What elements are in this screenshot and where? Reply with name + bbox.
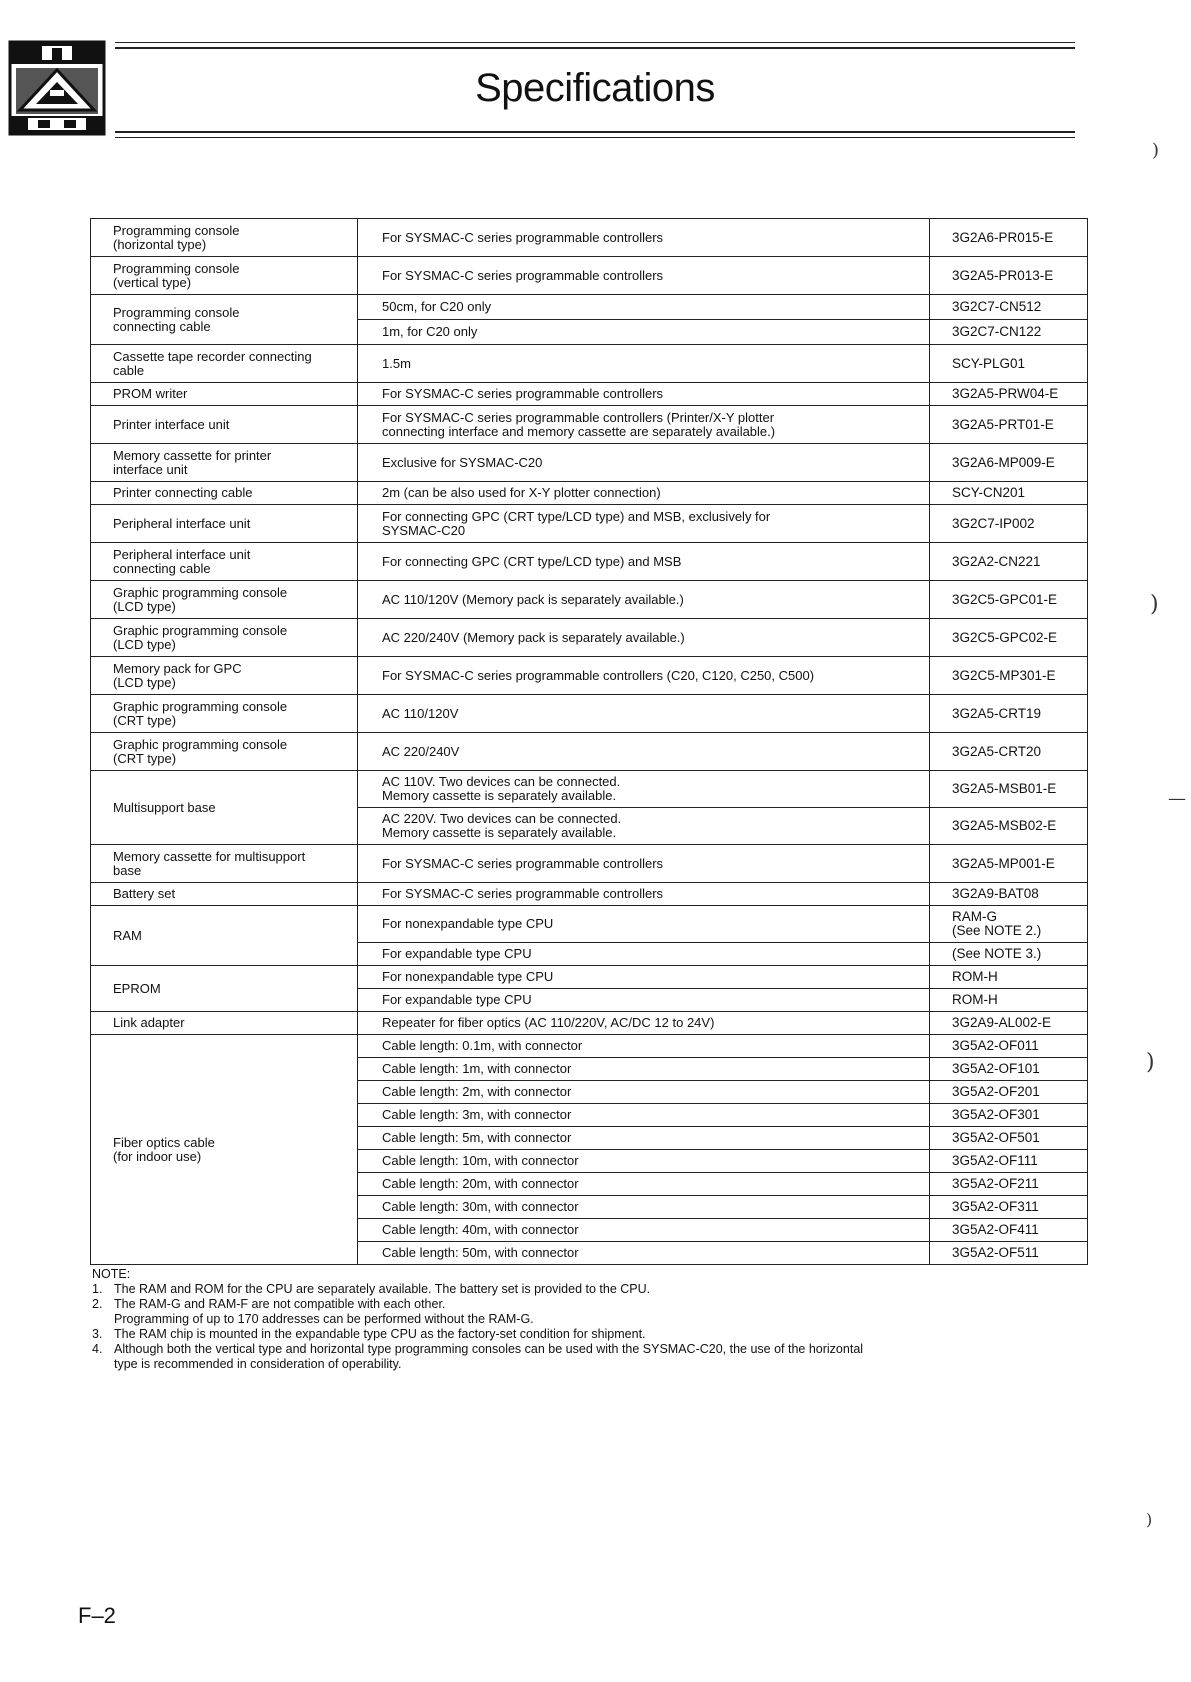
item-cell: Cassette tape recorder connecting cable bbox=[91, 345, 358, 383]
model-cell: 3G2C7-CN512 bbox=[930, 295, 1088, 320]
description-cell: For SYSMAC-C series programmable controllers bbox=[358, 383, 930, 406]
table-row bbox=[91, 966, 1088, 989]
item-cell: Printer interface unit bbox=[91, 406, 358, 444]
item-cell: Battery set bbox=[91, 883, 358, 906]
header-rule-top-2 bbox=[115, 47, 1075, 49]
model-cell: SCY-PLG01 bbox=[930, 345, 1088, 383]
item-cell: Graphic programming console (LCD type) bbox=[91, 619, 358, 657]
model-cell: 3G5A2-OF101 bbox=[930, 1058, 1088, 1081]
item-cell: Memory pack for GPC (LCD type) bbox=[91, 657, 358, 695]
table-row bbox=[91, 383, 1088, 406]
description-cell: For SYSMAC-C series programmable controllers (C20, C120, C250, C500) bbox=[358, 657, 930, 695]
note-number: 4. bbox=[92, 1342, 103, 1356]
description-cell: Cable length: 0.1m, with connector bbox=[358, 1035, 930, 1058]
note-text: The RAM chip is mounted in the expandable type CPU as the factory-set condition for shipment. bbox=[114, 1327, 646, 1341]
note-item bbox=[92, 1342, 1082, 1372]
description-cell: Cable length: 30m, with connector bbox=[358, 1196, 930, 1219]
description-cell: For SYSMAC-C series programmable controllers bbox=[358, 845, 930, 883]
model-cell: 3G2A9-BAT08 bbox=[930, 883, 1088, 906]
table-row bbox=[91, 581, 1088, 619]
item-cell: Link adapter bbox=[91, 1012, 358, 1035]
description-cell: Cable length: 50m, with connector bbox=[358, 1242, 930, 1265]
specifications-table-body bbox=[91, 219, 1088, 1265]
model-cell: 3G5A2-OF411 bbox=[930, 1219, 1088, 1242]
note-item bbox=[92, 1327, 1082, 1342]
description-cell: 1.5m bbox=[358, 345, 930, 383]
table-row bbox=[91, 883, 1088, 906]
description-cell: For connecting GPC (CRT type/LCD type) and MSB, exclusively for SYSMAC-C20 bbox=[358, 505, 930, 543]
model-cell: 3G2A5-MSB02-E bbox=[930, 808, 1088, 845]
item-cell: Multisupport base bbox=[91, 771, 358, 845]
table-row bbox=[91, 482, 1088, 505]
table-row bbox=[91, 733, 1088, 771]
item-cell: Programming console connecting cable bbox=[91, 295, 358, 345]
description-cell: For nonexpandable type CPU bbox=[358, 966, 930, 989]
table-row bbox=[91, 906, 1088, 943]
description-cell: Cable length: 40m, with connector bbox=[358, 1219, 930, 1242]
model-cell: 3G2A6-PR015-E bbox=[930, 219, 1088, 257]
header-rule-bottom-2 bbox=[115, 137, 1075, 138]
model-cell: 3G2C5-MP301-E bbox=[930, 657, 1088, 695]
page-title: Specifications bbox=[475, 66, 715, 110]
model-cell: ROM-H bbox=[930, 966, 1088, 989]
table-row bbox=[91, 257, 1088, 295]
model-cell: 3G5A2-OF301 bbox=[930, 1104, 1088, 1127]
model-cell: 3G5A2-OF201 bbox=[930, 1081, 1088, 1104]
margin-mark: ) bbox=[1152, 140, 1160, 161]
description-cell: 2m (can be also used for X-Y plotter connection) bbox=[358, 482, 930, 505]
margin-mark: ) bbox=[1146, 1510, 1153, 1529]
description-cell: 1m, for C20 only bbox=[358, 320, 930, 345]
model-cell: 3G5A2-OF211 bbox=[930, 1173, 1088, 1196]
model-cell: 3G5A2-OF511 bbox=[930, 1242, 1088, 1265]
model-cell: SCY-CN201 bbox=[930, 482, 1088, 505]
table-row bbox=[91, 695, 1088, 733]
table-row bbox=[91, 1035, 1088, 1058]
model-cell: 3G2A9-AL002-E bbox=[930, 1012, 1088, 1035]
description-cell: 50cm, for C20 only bbox=[358, 295, 930, 320]
description-cell: Cable length: 10m, with connector bbox=[358, 1150, 930, 1173]
notes-list bbox=[92, 1282, 1082, 1372]
item-cell: Programming console (horizontal type) bbox=[91, 219, 358, 257]
model-cell: 3G2A5-CRT20 bbox=[930, 733, 1088, 771]
description-cell: For connecting GPC (CRT type/LCD type) and MSB bbox=[358, 543, 930, 581]
description-cell: Cable length: 5m, with connector bbox=[358, 1127, 930, 1150]
model-cell: 3G2C5-GPC01-E bbox=[930, 581, 1088, 619]
description-cell: AC 110/120V bbox=[358, 695, 930, 733]
item-cell: Printer connecting cable bbox=[91, 482, 358, 505]
description-cell: For SYSMAC-C series programmable controllers (Printer/X-Y plotter connecting interface and memory cassette are separately available.) bbox=[358, 406, 930, 444]
item-cell: Graphic programming console (CRT type) bbox=[91, 733, 358, 771]
notes-title: NOTE: bbox=[92, 1267, 131, 1281]
description-cell: AC 220V. Two devices can be connected. Memory cassette is separately available. bbox=[358, 808, 930, 845]
description-cell: AC 110V. Two devices can be connected. Memory cassette is separately available. bbox=[358, 771, 930, 808]
table-row bbox=[91, 1012, 1088, 1035]
item-cell: Fiber optics cable (for indoor use) bbox=[91, 1035, 358, 1265]
description-cell: Cable length: 2m, with connector bbox=[358, 1081, 930, 1104]
model-cell: 3G2A5-MP001-E bbox=[930, 845, 1088, 883]
model-cell: 3G2A5-MSB01-E bbox=[930, 771, 1088, 808]
model-cell: 3G2A2-CN221 bbox=[930, 543, 1088, 581]
description-cell: For expandable type CPU bbox=[358, 943, 930, 966]
item-cell: Peripheral interface unit bbox=[91, 505, 358, 543]
description-cell: Exclusive for SYSMAC-C20 bbox=[358, 444, 930, 482]
specifications-table bbox=[90, 218, 1088, 1265]
description-cell: For SYSMAC-C series programmable controllers bbox=[358, 257, 930, 295]
description-cell: Cable length: 3m, with connector bbox=[358, 1104, 930, 1127]
model-cell: 3G2C7-CN122 bbox=[930, 320, 1088, 345]
description-cell: AC 110/120V (Memory pack is separately available.) bbox=[358, 581, 930, 619]
item-cell: Programming console (vertical type) bbox=[91, 257, 358, 295]
description-cell: AC 220/240V (Memory pack is separately available.) bbox=[358, 619, 930, 657]
page-number: F–2 bbox=[78, 1603, 116, 1628]
margin-mark: — bbox=[1168, 788, 1186, 809]
model-cell: 3G2A5-PRW04-E bbox=[930, 383, 1088, 406]
model-cell: 3G5A2-OF011 bbox=[930, 1035, 1088, 1058]
table-row bbox=[91, 619, 1088, 657]
note-number: 2. bbox=[92, 1297, 103, 1311]
model-cell: 3G2A5-PRT01-E bbox=[930, 406, 1088, 444]
note-number: 1. bbox=[92, 1282, 103, 1296]
note-text: The RAM and ROM for the CPU are separately available. The battery set is provided to the CPU. bbox=[114, 1282, 651, 1296]
description-cell: For SYSMAC-C series programmable controllers bbox=[358, 219, 930, 257]
table-row bbox=[91, 543, 1088, 581]
notes-section bbox=[92, 1267, 1082, 1372]
table-row bbox=[91, 505, 1088, 543]
table-row bbox=[91, 657, 1088, 695]
model-cell: 3G2A5-CRT19 bbox=[930, 695, 1088, 733]
model-cell: 3G5A2-OF501 bbox=[930, 1127, 1088, 1150]
margin-mark: ) bbox=[1150, 592, 1159, 617]
model-cell: 3G5A2-OF111 bbox=[930, 1150, 1088, 1173]
item-cell: Graphic programming console (CRT type) bbox=[91, 695, 358, 733]
model-cell: 3G2A6-MP009-E bbox=[930, 444, 1088, 482]
table-row bbox=[91, 406, 1088, 444]
item-cell: PROM writer bbox=[91, 383, 358, 406]
description-cell: For expandable type CPU bbox=[358, 989, 930, 1012]
note-number: 3. bbox=[92, 1327, 103, 1341]
model-cell: RAM-G (See NOTE 2.) bbox=[930, 906, 1088, 943]
description-cell: For SYSMAC-C series programmable controllers bbox=[358, 883, 930, 906]
table-row bbox=[91, 845, 1088, 883]
description-cell: Cable length: 20m, with connector bbox=[358, 1173, 930, 1196]
item-cell: EPROM bbox=[91, 966, 358, 1012]
model-cell: 3G2C5-GPC02-E bbox=[930, 619, 1088, 657]
item-cell: RAM bbox=[91, 906, 358, 966]
header-rule-top bbox=[115, 42, 1075, 43]
item-cell: Graphic programming console (LCD type) bbox=[91, 581, 358, 619]
table-row bbox=[91, 295, 1088, 320]
header-rule-bottom bbox=[115, 131, 1075, 133]
description-cell: AC 220/240V bbox=[358, 733, 930, 771]
margin-mark: ) bbox=[1146, 1050, 1155, 1075]
model-cell: 3G2C7-IP002 bbox=[930, 505, 1088, 543]
model-cell: (See NOTE 3.) bbox=[930, 943, 1088, 966]
item-cell: Memory cassette for printer interface unit bbox=[91, 444, 358, 482]
table-row bbox=[91, 345, 1088, 383]
item-cell: Memory cassette for multisupport base bbox=[91, 845, 358, 883]
description-cell: For nonexpandable type CPU bbox=[358, 906, 930, 943]
table-row bbox=[91, 219, 1088, 257]
model-cell: 3G5A2-OF311 bbox=[930, 1196, 1088, 1219]
table-row bbox=[91, 771, 1088, 808]
description-cell: Repeater for fiber optics (AC 110/220V, AC/DC 12 to 24V) bbox=[358, 1012, 930, 1035]
description-cell: Cable length: 1m, with connector bbox=[358, 1058, 930, 1081]
model-cell: ROM-H bbox=[930, 989, 1088, 1012]
note-item bbox=[92, 1297, 1082, 1327]
section-logo-icon bbox=[8, 40, 106, 136]
note-text: Although both the vertical type and horizontal type programming consoles can be used with the SYSMAC-C20, the use of the horizontal type is recommended in consideration of operability. bbox=[114, 1342, 864, 1371]
note-text: The RAM-G and RAM-F are not compatible with each other. Programming of up to 170 addresses can be performed without the RAM-G. bbox=[114, 1297, 534, 1326]
table-row bbox=[91, 444, 1088, 482]
model-cell: 3G2A5-PR013-E bbox=[930, 257, 1088, 295]
item-cell: Peripheral interface unit connecting cable bbox=[91, 543, 358, 581]
note-item bbox=[92, 1282, 1082, 1297]
